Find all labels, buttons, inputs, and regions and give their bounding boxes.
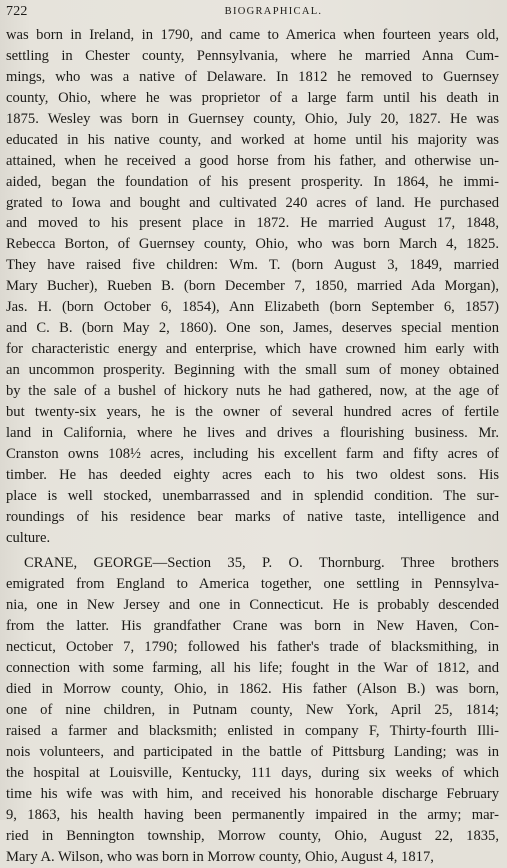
text-line: for characteristic energy and enterprise, which have crowned him early with [6,341,499,358]
text-line: 1875. Wesley was born in Guernsey county, Ohio, July 20, 1827. He was [6,110,499,127]
text-line: and C. B. (born May 2, 1860). One son, James, deserves special mention [6,320,499,337]
text-line: attained, when he received a good horse from his father, and otherwise un- [6,152,499,169]
text-line: one of nine children, in Putnam county, New York, April 25, 1814; [6,702,499,718]
text-line: CRANE, GEORGE—Section 35, P. O. Thornburg. Three brothers [24,555,499,572]
body-text [6,25,499,868]
text-line: ried in Bennington township, Morrow county, Ohio, August 22, 1835, [6,827,499,844]
text-line: from the latter. His grandfather Crane was born in New Haven, Con- [6,618,499,635]
text-line: connection with some farming, all his life; fought in the War of 1812, and [6,660,499,677]
text-line: time his wife was with him, and received his honorable discharge February [6,785,499,802]
running-head: BIOGRAPHICAL. [224,6,323,17]
text-line: roundings of his residence bear marks of native taste, intelligence and [6,508,499,525]
text-line: settling in Chester county, Pennsylvania, where he married Anna Cum- [6,47,499,64]
text-line: mings, who was a native of Delaware. In 1812 he removed to Guernsey [6,68,499,85]
text-line: and moved to his present place in 1872. He married August 17, 1848, [6,215,499,232]
text-line: died in Morrow county, Ohio, in 1862. His father (Alson B.) was born, [6,681,499,698]
text-line: an uncommon prosperity. Beginning with the small sum of money obtained [6,362,499,378]
text-line: They have raised five children: Wm. T. (born August 3, 1849, married [6,257,499,274]
text-line: Mary Bucher), Rueben B. (born December 7, 1850, married Ada Morgan), [6,278,499,295]
text-line: necticut, October 7, 1790; followed his father's trade of blacksmithing, in [6,639,499,656]
text-line: the hospital at Louisville, Kentucky, 111 days, during six weeks of which [6,764,499,781]
text-line: raised a farmer and blacksmith; enlisted in company F, Thirty-fourth Illi- [6,722,499,739]
text-line: educated in his native county, and worked at home until his majority was [6,131,499,148]
paragraph-crane-george [6,553,499,867]
text-line: place is well stocked, unembarrassed and in splendid condition. The sur- [6,487,499,504]
text-line: land in California, where he lives and drives a flourishing business. Mr. [6,424,499,441]
text-line: 9, 1863, his health having been permanently impaired in the army; mar- [6,806,499,823]
text-line: but twenty-six years, he is the owner of several hundred acres of fertile [6,403,499,420]
text-line: nois volunteers, and participated in the battle of Pittsburg Landing; was in [6,743,499,760]
text-line: Cranston owns 108½ acres, including his excellent farm and fifty acres of [6,445,499,462]
text-line: culture. [6,529,51,546]
text-line: timber. He has deeded eighty acres each to his two oldest sons. His [6,466,499,483]
text-line: aided, began the foundation of his present prosperity. In 1864, he immi- [6,173,499,190]
text-line: Jas. H. (born October 6, 1854), Ann Elizabeth (born September 6, 1857) [6,299,499,316]
page-number: 722 [6,4,28,19]
text-line: county, Ohio, where he was proprietor of a large farm until his death in [6,89,499,106]
text-line: was born in Ireland, in 1790, and came to America when fourteen years old, [6,27,499,43]
paragraph-cranston-continued [6,25,499,548]
text-line: by the sale of a bushel of hickory nuts he had gathered, now, at the age of [6,382,499,399]
text-line: grated to Iowa and bought and cultivated 240 acres of land. He purchased [6,194,499,211]
page-header [6,3,501,21]
text-line: nia, one in New Jersey and one in Connecticut. He is probably descended [6,597,499,614]
text-line: Rebecca Borton, of Guernsey county, Ohio, who was born March 4, 1825. [6,236,499,253]
text-line: Mary A. Wilson, who was born in Morrow county, Ohio, August 4, 1817, [6,848,434,865]
text-line: emigrated from England to America together, one settling in Pennsylva- [6,576,499,593]
